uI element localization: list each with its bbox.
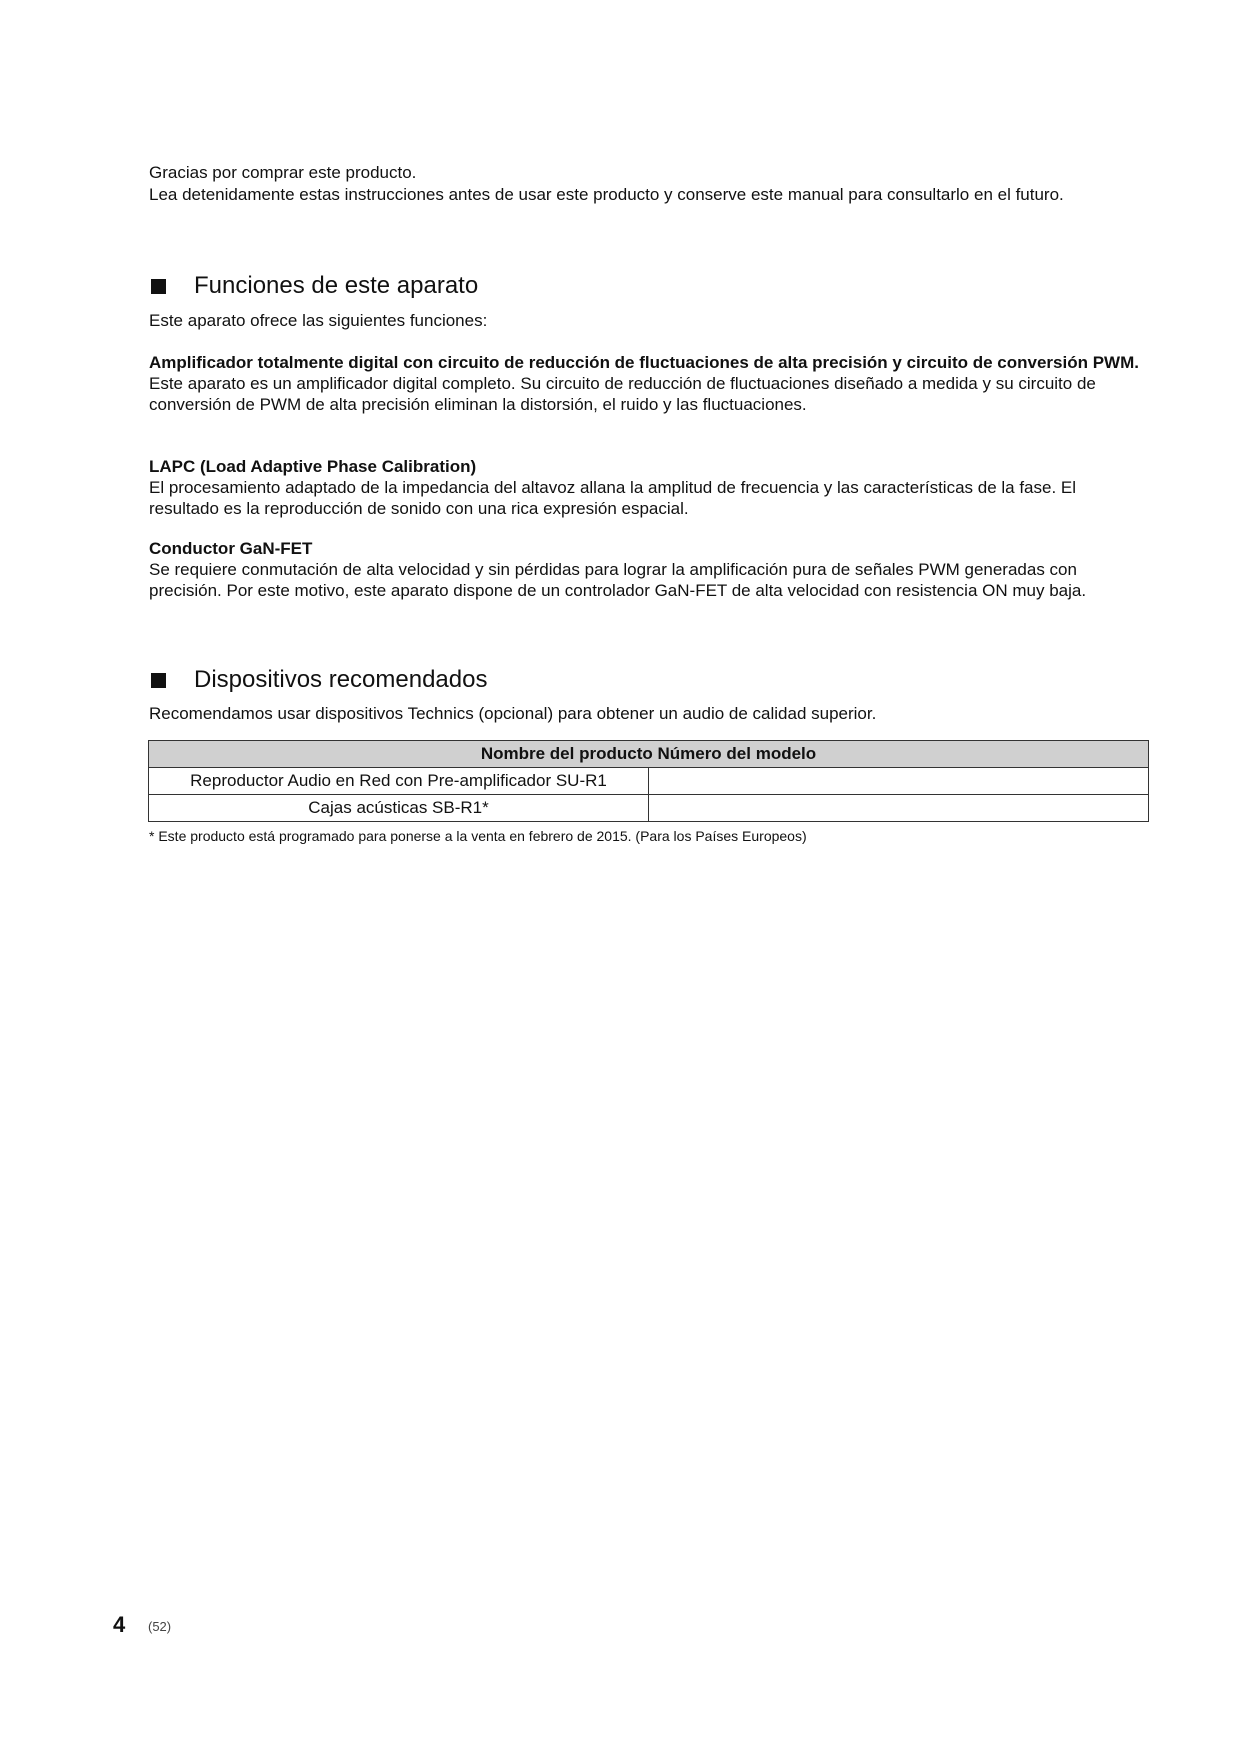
feature-text: Este aparato es un amplificador digital completo. Su circuito de reducción de fluctuaciones diseñado a medida y su circuito de conversión de PWM de alta precisión eliminan la distorsión, el ruido y las fluctuaciones. (149, 374, 1096, 414)
model-number-cell (649, 795, 1149, 822)
section-heading-text: Dispositivos recomendados (194, 666, 488, 693)
section-heading-devices (151, 666, 487, 694)
page-number: 4 (113, 1612, 126, 1637)
feature-title: LAPC (Load Adaptive Phase Calibration) (149, 457, 477, 476)
table-row (149, 795, 1149, 822)
product-name-cell: Reproductor Audio en Red con Pre-amplificador SU-R1 (149, 768, 649, 795)
table-header-cell: Nombre del producto Número del modelo (149, 741, 1149, 768)
product-name-cell: Cajas acústicas SB-R1* (149, 795, 649, 822)
intro-text (149, 162, 1129, 206)
table-row (149, 768, 1149, 795)
section-heading-functions (151, 272, 478, 300)
feature-text: El procesamiento adaptado de la impedancia del altavoz allana la amplitud de frecuencia y las características de la fase. El resultado es la reproducción de sonido con una rica expresión espacial. (149, 478, 1077, 518)
feature-block (149, 456, 1139, 519)
intro-line-1: Gracias por comprar este producto. (149, 163, 417, 182)
feature-title: Conductor GaN-FET (149, 539, 313, 558)
section-lead-devices: Recomendamos usar dispositivos Technics (opcional) para obtener un audio de calidad superior. (149, 704, 877, 723)
section-lead-functions: Este aparato ofrece las siguientes funciones: (149, 311, 488, 330)
intro-line-2: Lea detenidamente estas instrucciones antes de usar este producto y conserve este manual para consultarlo en el futuro. (149, 185, 1064, 204)
feature-title: Amplificador totalmente digital con circuito de reducción de fluctuaciones de alta precisión y circuito de conversión PWM. (149, 353, 1139, 372)
section-heading-text: Funciones de este aparato (194, 272, 479, 299)
bullet-square-icon (151, 673, 166, 688)
page-sub-number: (52) (148, 1619, 172, 1634)
model-number-cell (649, 768, 1149, 795)
table-header-row (149, 741, 1149, 768)
recommended-devices-table (148, 740, 1149, 822)
feature-text: Se requiere conmutación de alta velocidad y sin pérdidas para lograr la amplificación pura de señales PWM generadas con precisión. Por este motivo, este aparato dispone de un controlador GaN-FET de alta velocidad con resistencia ON muy baja. (149, 560, 1087, 600)
feature-block (149, 352, 1139, 415)
table-footnote: * Este producto está programado para ponerse a la venta en febrero de 2015. (Para los Países Europeos) (149, 828, 807, 844)
feature-block (149, 538, 1139, 601)
bullet-square-icon (151, 279, 166, 294)
